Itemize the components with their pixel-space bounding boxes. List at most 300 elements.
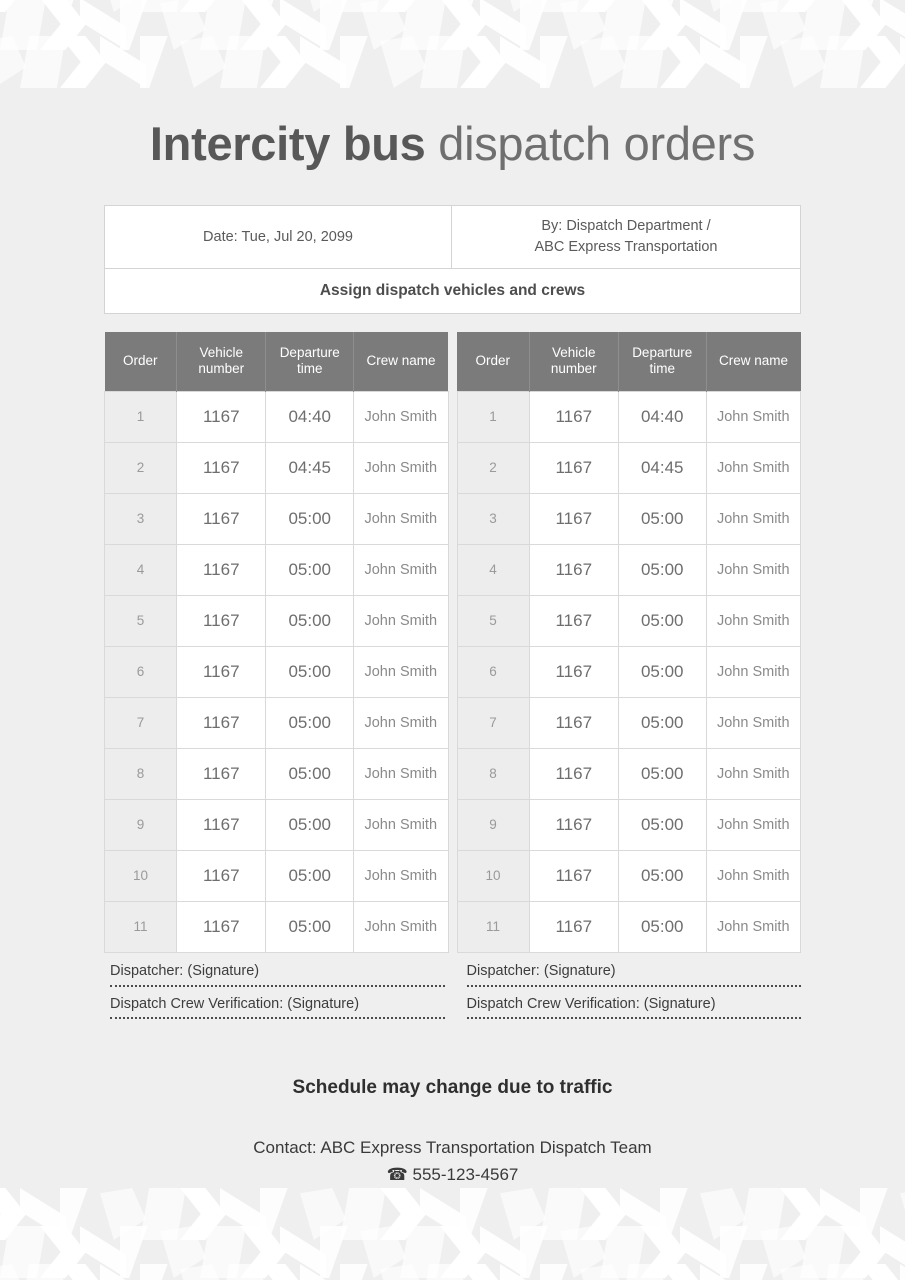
pattern-shape <box>580 1264 626 1280</box>
pattern-shape <box>860 36 905 88</box>
cell-vehicle-number: 1167 <box>529 595 618 646</box>
pattern-shape <box>180 1264 226 1280</box>
cell-departure-time: 05:00 <box>266 595 354 646</box>
cell-vehicle-number: 1167 <box>529 646 618 697</box>
cell-crew-name: John Smith <box>706 595 801 646</box>
pattern-shape <box>120 1226 166 1278</box>
pattern-shape <box>200 1226 246 1278</box>
col-header-vehicle-number <box>529 332 618 391</box>
pattern-shape <box>0 1188 26 1240</box>
meta-issuer-line1: By: Dispatch Department / <box>541 218 711 234</box>
cell-crew-name: John Smith <box>706 493 801 544</box>
chevron-pattern-bottom <box>0 1188 905 1280</box>
pattern-shape <box>140 1188 186 1240</box>
meta-row-top <box>105 206 800 268</box>
col-header-departure-line1: Departure <box>279 345 340 361</box>
cell-departure-time: 05:00 <box>618 646 706 697</box>
pattern-shape <box>260 1188 306 1240</box>
cell-departure-time: 05:00 <box>266 799 354 850</box>
table-row <box>105 544 449 595</box>
pattern-shape <box>780 1188 826 1240</box>
cell-order: 5 <box>105 595 177 646</box>
cell-departure-time: 05:00 <box>618 493 706 544</box>
cell-crew-name: John Smith <box>354 493 449 544</box>
cell-vehicle-number: 1167 <box>529 391 618 442</box>
crew-verification-label: Dispatch Crew Verification: (Signature) <box>110 996 360 1012</box>
telephone-icon: ☎ <box>386 1165 408 1184</box>
page-title <box>0 108 905 180</box>
crew-verification-label: Dispatch Crew Verification: (Signature) <box>466 996 716 1012</box>
table-row <box>457 799 801 850</box>
table-row <box>457 442 801 493</box>
pattern-shape <box>700 36 746 88</box>
pattern-shape <box>200 0 246 50</box>
phone-line <box>0 1161 905 1188</box>
pattern-shape <box>120 0 166 50</box>
cell-crew-name: John Smith <box>354 748 449 799</box>
pattern-shape <box>420 1264 466 1280</box>
pattern-shape <box>340 1188 386 1240</box>
pattern-shape <box>520 1226 566 1278</box>
pattern-shape <box>780 1264 826 1280</box>
col-header-vehicle-number <box>177 332 266 391</box>
pattern-shape <box>420 1188 466 1240</box>
cell-crew-name: John Smith <box>706 544 801 595</box>
pattern-shape <box>300 0 346 12</box>
pattern-shape <box>0 0 26 12</box>
pattern-shape <box>280 1226 326 1278</box>
pattern-shape <box>860 0 905 12</box>
pattern-shape <box>660 1264 706 1280</box>
pattern-shape <box>100 0 146 12</box>
pattern-shape <box>340 1264 386 1280</box>
cell-vehicle-number: 1167 <box>529 850 618 901</box>
pattern-shape <box>260 1264 306 1280</box>
dispatcher-signature-line[interactable] <box>110 985 445 987</box>
cell-crew-name: John Smith <box>354 646 449 697</box>
pattern-shape <box>720 1226 766 1278</box>
cell-departure-time: 04:40 <box>266 391 354 442</box>
cell-departure-time: 04:45 <box>266 442 354 493</box>
pattern-shape <box>380 36 426 88</box>
table-row <box>457 391 801 442</box>
document-meta-box <box>104 205 801 314</box>
pattern-shape <box>480 0 526 50</box>
pattern-shape <box>720 0 766 50</box>
cell-crew-name: John Smith <box>354 697 449 748</box>
cell-departure-time: 05:00 <box>618 544 706 595</box>
cell-order: 11 <box>105 901 177 952</box>
cell-order: 1 <box>457 391 529 442</box>
cell-departure-time: 05:00 <box>266 646 354 697</box>
pattern-shape <box>460 1188 506 1240</box>
pattern-shape <box>400 1226 446 1278</box>
pattern-shape <box>600 0 646 50</box>
pattern-shape <box>360 0 406 50</box>
pattern-shape <box>820 1264 866 1280</box>
table-row <box>457 850 801 901</box>
table-row <box>457 493 801 544</box>
pattern-shape <box>820 0 866 12</box>
pattern-shape <box>100 36 146 88</box>
pattern-shape <box>40 0 86 50</box>
pattern-shape <box>500 1264 546 1280</box>
col-header-crew-name: Crew name <box>354 332 449 391</box>
meta-issuer <box>452 206 800 268</box>
dispatcher-signature-line[interactable] <box>467 985 802 987</box>
cell-departure-time: 05:00 <box>266 748 354 799</box>
pattern-shape <box>20 1264 66 1280</box>
col-header-vehicle-line2: number <box>550 361 597 377</box>
cell-vehicle-number: 1167 <box>177 799 266 850</box>
table-header-row <box>105 332 449 391</box>
pattern-shape <box>580 1188 626 1240</box>
meta-subtitle: Assign dispatch vehicles and crews <box>105 268 800 313</box>
schedule-table-right <box>457 332 802 953</box>
pattern-shape <box>700 1264 746 1280</box>
pattern-shape <box>0 1264 26 1280</box>
pattern-shape <box>300 1188 346 1240</box>
table-header-row <box>457 332 801 391</box>
pattern-shape <box>540 1264 586 1280</box>
table-row <box>105 442 449 493</box>
cell-departure-time: 05:00 <box>266 901 354 952</box>
pattern-shape <box>100 1264 146 1280</box>
pattern-shape <box>40 1226 86 1278</box>
pattern-shape <box>320 0 366 50</box>
pattern-shape <box>820 1188 866 1240</box>
pattern-shape <box>580 0 626 12</box>
pattern-shape <box>60 0 106 12</box>
cell-order: 4 <box>457 544 529 595</box>
pattern-shape <box>740 36 786 88</box>
pattern-shape <box>900 36 905 88</box>
pattern-shape <box>180 0 226 12</box>
pattern-shape <box>380 1188 426 1240</box>
cell-crew-name: John Smith <box>706 748 801 799</box>
pattern-shape <box>340 36 386 88</box>
cell-crew-name: John Smith <box>354 901 449 952</box>
pattern-shape <box>900 1264 905 1280</box>
cell-order: 6 <box>457 646 529 697</box>
col-header-crew-name: Crew name <box>706 332 801 391</box>
pattern-shape <box>700 0 746 12</box>
pattern-shape <box>260 36 306 88</box>
pattern-shape <box>680 1226 726 1278</box>
pattern-shape <box>900 0 905 12</box>
page-title-strong: Intercity bus <box>149 117 426 170</box>
signature-column-right <box>467 962 802 1028</box>
cell-vehicle-number: 1167 <box>177 442 266 493</box>
cell-vehicle-number: 1167 <box>529 493 618 544</box>
cell-order: 3 <box>457 493 529 544</box>
pattern-shape <box>520 0 566 50</box>
pattern-shape <box>340 0 386 12</box>
pattern-shape <box>380 1264 426 1280</box>
contact-block <box>0 1134 905 1188</box>
pattern-shape <box>220 1188 266 1240</box>
cell-vehicle-number: 1167 <box>177 493 266 544</box>
pattern-shape <box>680 0 726 50</box>
table-row <box>105 697 449 748</box>
table-body-right <box>457 391 801 952</box>
pattern-shape <box>620 1264 666 1280</box>
cell-departure-time: 05:00 <box>266 850 354 901</box>
cell-order: 9 <box>457 799 529 850</box>
dispatcher-signature-label: Dispatcher: (Signature) <box>466 963 616 979</box>
table-row <box>457 646 801 697</box>
cell-vehicle-number: 1167 <box>177 901 266 952</box>
pattern-shape <box>140 0 186 12</box>
signature-area <box>110 962 801 1028</box>
pattern-shape <box>760 0 806 50</box>
cell-vehicle-number: 1167 <box>529 901 618 952</box>
table-row <box>105 901 449 952</box>
cell-vehicle-number: 1167 <box>529 748 618 799</box>
cell-vehicle-number: 1167 <box>177 391 266 442</box>
pattern-shape <box>400 0 446 50</box>
pattern-shape <box>60 36 106 88</box>
pattern-shape <box>260 0 306 12</box>
pattern-shape <box>300 1264 346 1280</box>
pattern-shape <box>460 1264 506 1280</box>
pattern-shape <box>600 1226 646 1278</box>
pattern-shape <box>80 1226 126 1278</box>
cell-order: 7 <box>457 697 529 748</box>
table-row <box>105 748 449 799</box>
cell-vehicle-number: 1167 <box>177 646 266 697</box>
pattern-shape <box>560 1226 606 1278</box>
pattern-shape <box>440 1226 486 1278</box>
pattern-shape <box>700 1188 746 1240</box>
pattern-shape <box>20 1188 66 1240</box>
cell-crew-name: John Smith <box>706 442 801 493</box>
pattern-shape <box>540 0 586 12</box>
pattern-shape <box>140 36 186 88</box>
pattern-shape <box>880 0 905 50</box>
pattern-shape <box>140 1264 186 1280</box>
table-row <box>105 646 449 697</box>
pattern-shape <box>180 1188 226 1240</box>
table-row <box>105 391 449 442</box>
pattern-shape <box>880 1226 905 1278</box>
cell-vehicle-number: 1167 <box>529 697 618 748</box>
chevron-pattern-top <box>0 0 905 108</box>
cell-departure-time: 05:00 <box>266 697 354 748</box>
pattern-shape <box>0 0 46 50</box>
col-header-order: Order <box>105 332 177 391</box>
pattern-shape <box>320 1226 366 1278</box>
cell-order: 2 <box>457 442 529 493</box>
pattern-shape <box>300 36 346 88</box>
pattern-shape <box>60 1188 106 1240</box>
schedule-table-left-wrap <box>104 332 449 953</box>
cell-order: 9 <box>105 799 177 850</box>
pattern-shape <box>640 1226 686 1278</box>
pattern-shape <box>800 0 846 50</box>
cell-crew-name: John Smith <box>706 850 801 901</box>
pattern-shape <box>760 1226 806 1278</box>
pattern-shape <box>160 0 206 50</box>
phone-number: 555-123-4567 <box>412 1165 519 1184</box>
cell-crew-name: John Smith <box>354 442 449 493</box>
table-head-right <box>457 332 801 391</box>
col-header-departure-line2: time <box>649 361 675 377</box>
cell-crew-name: John Smith <box>706 901 801 952</box>
contact-line: Contact: ABC Express Transportation Dispatch Team <box>253 1138 652 1157</box>
pattern-shape <box>840 1226 886 1278</box>
pattern-shape <box>240 1226 286 1278</box>
schedule-note: Schedule may change due to traffic <box>292 1077 613 1098</box>
pattern-shape <box>740 0 786 12</box>
cell-order: 2 <box>105 442 177 493</box>
pattern-shape <box>20 36 66 88</box>
cell-departure-time: 05:00 <box>266 493 354 544</box>
pattern-shape <box>540 36 586 88</box>
pattern-shape <box>0 1226 46 1278</box>
cell-order: 4 <box>105 544 177 595</box>
cell-departure-time: 05:00 <box>618 799 706 850</box>
col-header-departure-time <box>266 332 354 391</box>
cell-crew-name: John Smith <box>706 697 801 748</box>
cell-vehicle-number: 1167 <box>177 748 266 799</box>
cell-vehicle-number: 1167 <box>177 544 266 595</box>
col-header-departure-line1: Departure <box>632 345 693 361</box>
pattern-shape <box>660 1188 706 1240</box>
cell-order: 10 <box>457 850 529 901</box>
table-row <box>105 850 449 901</box>
pattern-shape <box>580 36 626 88</box>
table-row <box>457 748 801 799</box>
col-header-vehicle-line1: Vehicle <box>199 345 244 361</box>
meta-issuer-line2: ABC Express Transportation <box>534 239 718 255</box>
cell-vehicle-number: 1167 <box>529 799 618 850</box>
pattern-shape <box>640 0 686 50</box>
cell-order: 3 <box>105 493 177 544</box>
cell-crew-name: John Smith <box>706 799 801 850</box>
pattern-shape <box>460 0 506 12</box>
crew-verification-signature-line[interactable] <box>110 1017 445 1019</box>
cell-vehicle-number: 1167 <box>529 442 618 493</box>
table-body-left <box>105 391 449 952</box>
pattern-shape <box>20 0 66 12</box>
cell-vehicle-number: 1167 <box>177 697 266 748</box>
col-header-vehicle-line2: number <box>198 361 245 377</box>
cell-vehicle-number: 1167 <box>529 544 618 595</box>
table-row <box>457 595 801 646</box>
cell-crew-name: John Smith <box>706 646 801 697</box>
col-header-departure-time <box>618 332 706 391</box>
pattern-shape <box>540 1188 586 1240</box>
cell-departure-time: 05:00 <box>618 595 706 646</box>
pattern-shape <box>780 0 826 12</box>
pattern-shape <box>620 1188 666 1240</box>
cell-order: 7 <box>105 697 177 748</box>
table-row <box>457 697 801 748</box>
schedule-tables <box>104 332 801 953</box>
pattern-shape <box>500 0 546 12</box>
table-head-left <box>105 332 449 391</box>
pattern-shape <box>240 0 286 50</box>
pattern-shape <box>860 1264 905 1280</box>
crew-verification-signature-line[interactable] <box>467 1017 802 1019</box>
cell-order: 5 <box>457 595 529 646</box>
pattern-shape <box>420 0 466 12</box>
cell-crew-name: John Smith <box>354 391 449 442</box>
cell-crew-name: John Smith <box>354 595 449 646</box>
pattern-shape <box>280 0 326 50</box>
cell-departure-time: 05:00 <box>618 748 706 799</box>
cell-departure-time: 05:00 <box>618 901 706 952</box>
pattern-shape <box>560 0 606 50</box>
pattern-shape <box>60 1264 106 1280</box>
cell-order: 6 <box>105 646 177 697</box>
cell-vehicle-number: 1167 <box>177 850 266 901</box>
table-row <box>457 544 801 595</box>
cell-vehicle-number: 1167 <box>177 595 266 646</box>
pattern-shape <box>500 1188 546 1240</box>
cell-order: 1 <box>105 391 177 442</box>
pattern-shape <box>660 0 706 12</box>
cell-crew-name: John Smith <box>354 799 449 850</box>
pattern-shape <box>440 0 486 50</box>
table-row <box>105 799 449 850</box>
dispatcher-signature-label: Dispatcher: (Signature) <box>110 963 260 979</box>
pattern-shape <box>360 1226 406 1278</box>
pattern-shape <box>480 1226 526 1278</box>
pattern-shape <box>220 1264 266 1280</box>
cell-departure-time: 04:45 <box>618 442 706 493</box>
cell-crew-name: John Smith <box>354 850 449 901</box>
pattern-shape <box>620 36 666 88</box>
pattern-shape <box>500 36 546 88</box>
pattern-shape <box>660 36 706 88</box>
pattern-shape <box>800 1226 846 1278</box>
table-row <box>105 493 449 544</box>
pattern-shape <box>220 36 266 88</box>
cell-order: 10 <box>105 850 177 901</box>
table-row <box>105 595 449 646</box>
table-row <box>457 901 801 952</box>
cell-departure-time: 05:00 <box>618 697 706 748</box>
pattern-shape <box>900 1188 905 1240</box>
cell-order: 8 <box>457 748 529 799</box>
pattern-shape <box>160 1226 206 1278</box>
cell-crew-name: John Smith <box>354 544 449 595</box>
pattern-shape <box>740 1264 786 1280</box>
col-header-departure-line2: time <box>296 361 323 377</box>
signature-column-left <box>110 962 445 1028</box>
meta-date: Date: Tue, Jul 20, 2099 <box>105 206 452 268</box>
pattern-shape <box>860 1188 905 1240</box>
col-header-vehicle-line1: Vehicle <box>552 345 596 361</box>
pattern-shape <box>380 0 426 12</box>
pattern-shape <box>840 0 886 50</box>
page-title-light: dispatch orders <box>425 117 756 170</box>
cell-order: 11 <box>457 901 529 952</box>
cell-departure-time: 05:00 <box>266 544 354 595</box>
cell-order: 8 <box>105 748 177 799</box>
pattern-shape <box>180 36 226 88</box>
col-header-order: Order <box>457 332 529 391</box>
cell-departure-time: 04:40 <box>618 391 706 442</box>
pattern-shape <box>620 0 666 12</box>
schedule-table-right-wrap <box>457 332 802 953</box>
schedule-table-left <box>104 332 449 953</box>
pattern-shape <box>80 0 126 50</box>
pattern-shape <box>0 36 26 88</box>
pattern-shape <box>780 36 826 88</box>
